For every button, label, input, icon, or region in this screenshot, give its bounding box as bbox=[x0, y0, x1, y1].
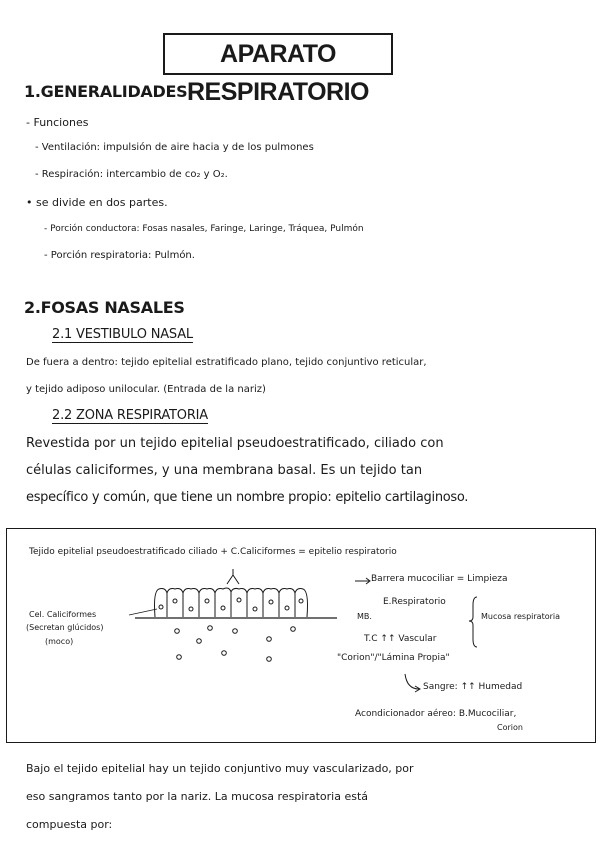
epithelial-cells bbox=[155, 569, 308, 617]
zona-line-1: Revestida por un tejido epitelial pseudoestratificado, ciliado con bbox=[26, 436, 444, 451]
vestibulo-line-1: De fuera a dentro: tejido epitelial estratificado plano, tejido conjuntivo reticular, bbox=[26, 357, 427, 368]
vestibulo-line-2: y tejido adiposo unilocular. (Entrada de la nariz) bbox=[26, 384, 266, 395]
zona-line-3: específico y común, que tiene un nombre propio: epitelio cartilaginoso. bbox=[26, 490, 469, 505]
epithelium-diagram bbox=[6, 528, 596, 743]
zona-line-2: células caliciformes, y una membrana basal. Es un tejido tan bbox=[26, 463, 423, 478]
funciones-label: - Funciones bbox=[26, 116, 89, 129]
page-title: APARATO RESPIRATORIO bbox=[187, 40, 369, 106]
respiracion-line: - Respiración: intercambio de co₂ y O₂. bbox=[35, 169, 228, 180]
subheading-vestibulo: 2.1 VESTIBULO NASAL bbox=[52, 327, 193, 342]
connective-tissue-cells bbox=[175, 626, 296, 662]
barrera-mucociliar: Barrera mucociliar = Limpieza bbox=[371, 574, 508, 584]
section2-heading: 2.FOSAS NASALES bbox=[24, 298, 185, 317]
ventilacion-line: - Ventilación: impulsión de aire hacia y de los pulmones bbox=[35, 142, 314, 153]
moco-label: (moco) bbox=[45, 637, 74, 646]
mb-label: MB. bbox=[357, 612, 372, 621]
respiratoria-line: - Porción respiratoria: Pulmón. bbox=[44, 250, 195, 261]
corion-label: "Corion"/"Lámina Propia" bbox=[337, 653, 450, 663]
conductora-line: - Porción conductora: Fosas nasales, Faringe, Laringe, Tráquea, Pulmón bbox=[44, 224, 364, 234]
sangre-humedad-label: Sangre: ↑↑ Humedad bbox=[423, 682, 523, 692]
tc-vascular-label: T.C ↑↑ Vascular bbox=[364, 634, 437, 644]
section1-heading: 1.GENERALIDADES bbox=[24, 82, 188, 101]
footer-line-2: eso sangramos tanto por la nariz. La mucosa respiratoria está bbox=[26, 790, 369, 803]
title-box bbox=[163, 33, 393, 106]
diagram-equation: Tejido epitelial pseudoestratificado ciliado + C.Caliciformes = epitelio respiratorio bbox=[29, 547, 397, 557]
corion-2-label: Corion bbox=[497, 723, 523, 732]
subheading-zona-respiratoria: 2.2 ZONA RESPIRATORIA bbox=[52, 408, 208, 423]
secretan-label: (Secretan glúcidos) bbox=[26, 623, 104, 632]
acondicionador-label: Acondicionador aéreo: B.Mucociliar, bbox=[355, 709, 517, 719]
footer-line-3: compuesta por: bbox=[26, 818, 113, 831]
divide-line: • se divide en dos partes. bbox=[26, 196, 168, 209]
cel-caliciformes-label: Cel. Caliciformes bbox=[29, 610, 97, 619]
footer-line-1: Bajo el tejido epitelial hay un tejido conjuntivo muy vascularizado, por bbox=[26, 762, 414, 775]
e-respiratorio-label: E.Respiratorio bbox=[383, 597, 446, 607]
mucosa-respiratoria-label: Mucosa respiratoria bbox=[481, 612, 561, 621]
